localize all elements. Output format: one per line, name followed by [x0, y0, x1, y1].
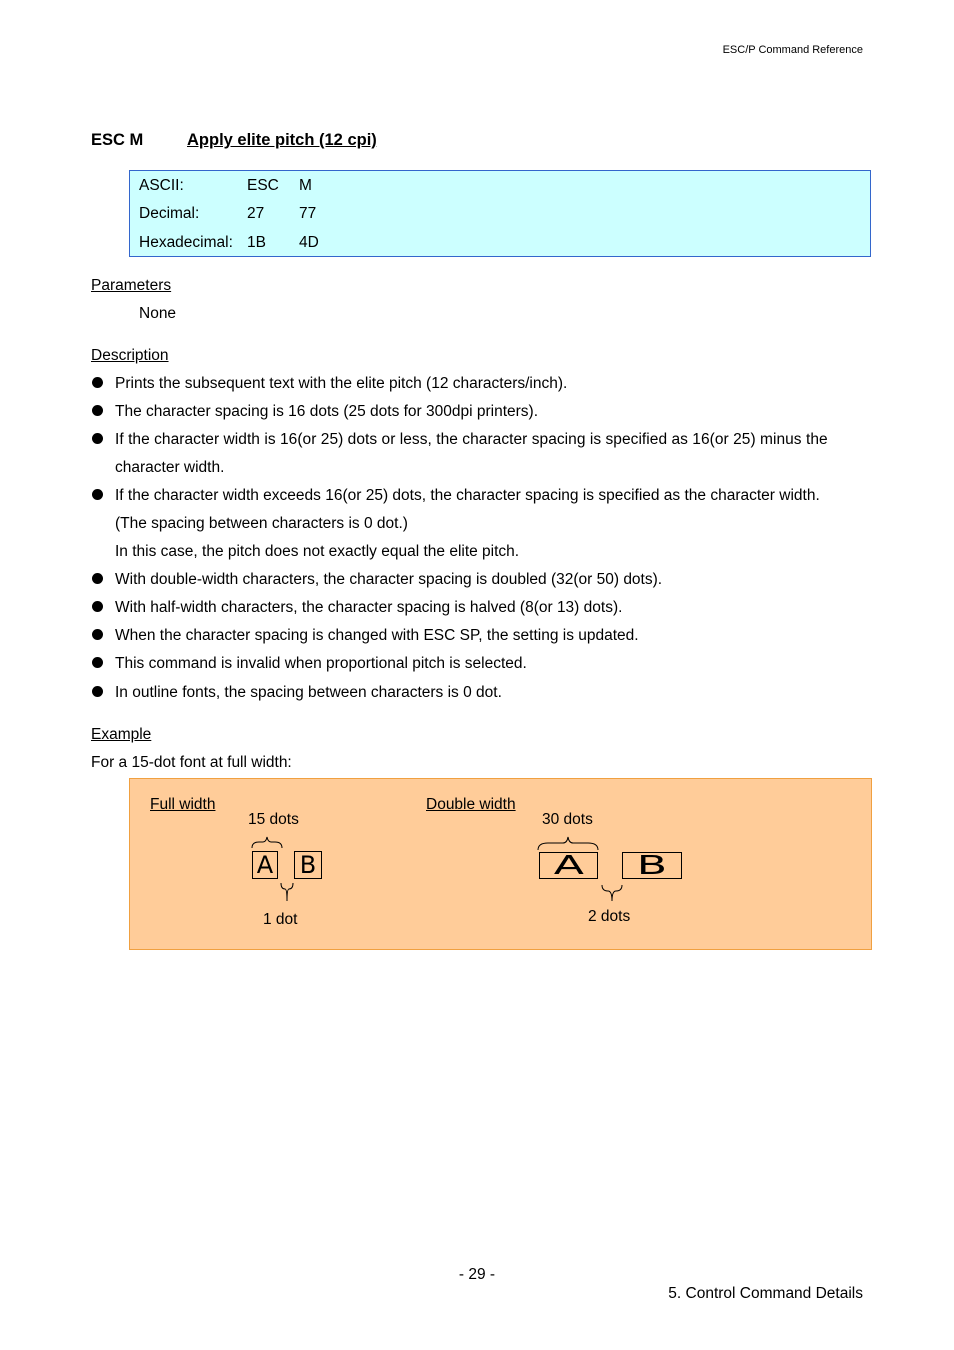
command-code: ESC M — [91, 131, 144, 149]
description-line: character width. — [115, 459, 225, 476]
command-name: Apply elite pitch (12 cpi) — [187, 131, 377, 149]
bullet-icon — [91, 431, 104, 444]
brace-icon — [250, 835, 284, 849]
full-width-label: Full width — [150, 796, 216, 813]
bullet-icon — [91, 627, 104, 640]
description-line: Prints the subsequent text with the elite pitch (12 characters/inch). — [115, 375, 568, 392]
description-line: (The spacing between characters is 0 dot.) — [115, 515, 408, 532]
bullet-icon — [91, 684, 104, 697]
bullet-icon — [91, 403, 104, 416]
bullet-icon — [91, 655, 104, 668]
parameters-value: None — [139, 305, 177, 322]
description-line: When the character spacing is changed with ESC SP, the setting is updated. — [115, 627, 639, 644]
char-cell-a — [539, 852, 598, 879]
bullet-icon — [91, 599, 104, 612]
description-line: With half-width characters, the character spacing is halved (8(or 13) dots). — [115, 599, 623, 616]
description-line: In this case, the pitch does not exactly equal the elite pitch. — [115, 543, 520, 560]
page-number: - 29 - — [458, 1266, 496, 1283]
parameters-heading: Parameters — [91, 277, 172, 294]
running-header: ESC/P Command Reference — [722, 44, 863, 56]
description-heading: Description — [91, 347, 169, 364]
char-glyph-a: A — [553, 852, 584, 879]
bullet-icon — [91, 487, 104, 500]
bullet-icon — [91, 375, 104, 388]
code-value: M — [299, 177, 312, 194]
command-title — [91, 131, 377, 150]
brace-icon — [600, 883, 624, 903]
chapter-footer: 5. Control Command Details — [668, 1285, 863, 1302]
description-line: If the character width exceeds 16(or 25) dots, the character spacing is specified as the character width. — [115, 487, 820, 504]
char-glyph-b: B — [636, 852, 668, 879]
description-line: If the character width is 16(or 25) dots or less, the character spacing is specified as 16(or 25) minus the — [115, 431, 828, 448]
full-width-dots-label: 15 dots — [248, 811, 299, 828]
code-label: ASCII: — [139, 177, 184, 194]
bullet-icon — [91, 571, 104, 584]
char-cell-b — [622, 852, 682, 879]
description-line: The character spacing is 16 dots (25 dots for 300dpi printers). — [115, 403, 539, 420]
code-value: ESC — [247, 177, 279, 194]
example-heading: Example — [91, 726, 152, 743]
example-diagram — [129, 778, 872, 950]
example-intro: For a 15-dot font at full width: — [91, 754, 292, 771]
code-value: 4D — [299, 234, 319, 251]
full-width-gap-label: 1 dot — [263, 911, 298, 928]
description-line: With double-width characters, the character spacing is doubled (32(or 50) dots). — [115, 571, 663, 588]
code-value: 27 — [247, 205, 265, 222]
description-line: This command is invalid when proportional pitch is selected. — [115, 655, 527, 672]
code-label: Hexadecimal: — [139, 234, 233, 251]
double-width-gap-label: 2 dots — [588, 908, 631, 925]
char-cell-a: A — [252, 851, 278, 879]
code-label: Decimal: — [139, 205, 200, 222]
double-width-dots-label: 30 dots — [542, 811, 593, 828]
code-value: 77 — [299, 205, 317, 222]
brace-icon — [279, 881, 295, 903]
double-width-label: Double width — [426, 796, 516, 813]
code-table — [129, 170, 871, 257]
description-line: In outline fonts, the spacing between characters is 0 dot. — [115, 684, 502, 701]
code-value: 1B — [247, 234, 266, 251]
char-cell-b: B — [294, 851, 322, 879]
brace-icon — [536, 835, 600, 851]
